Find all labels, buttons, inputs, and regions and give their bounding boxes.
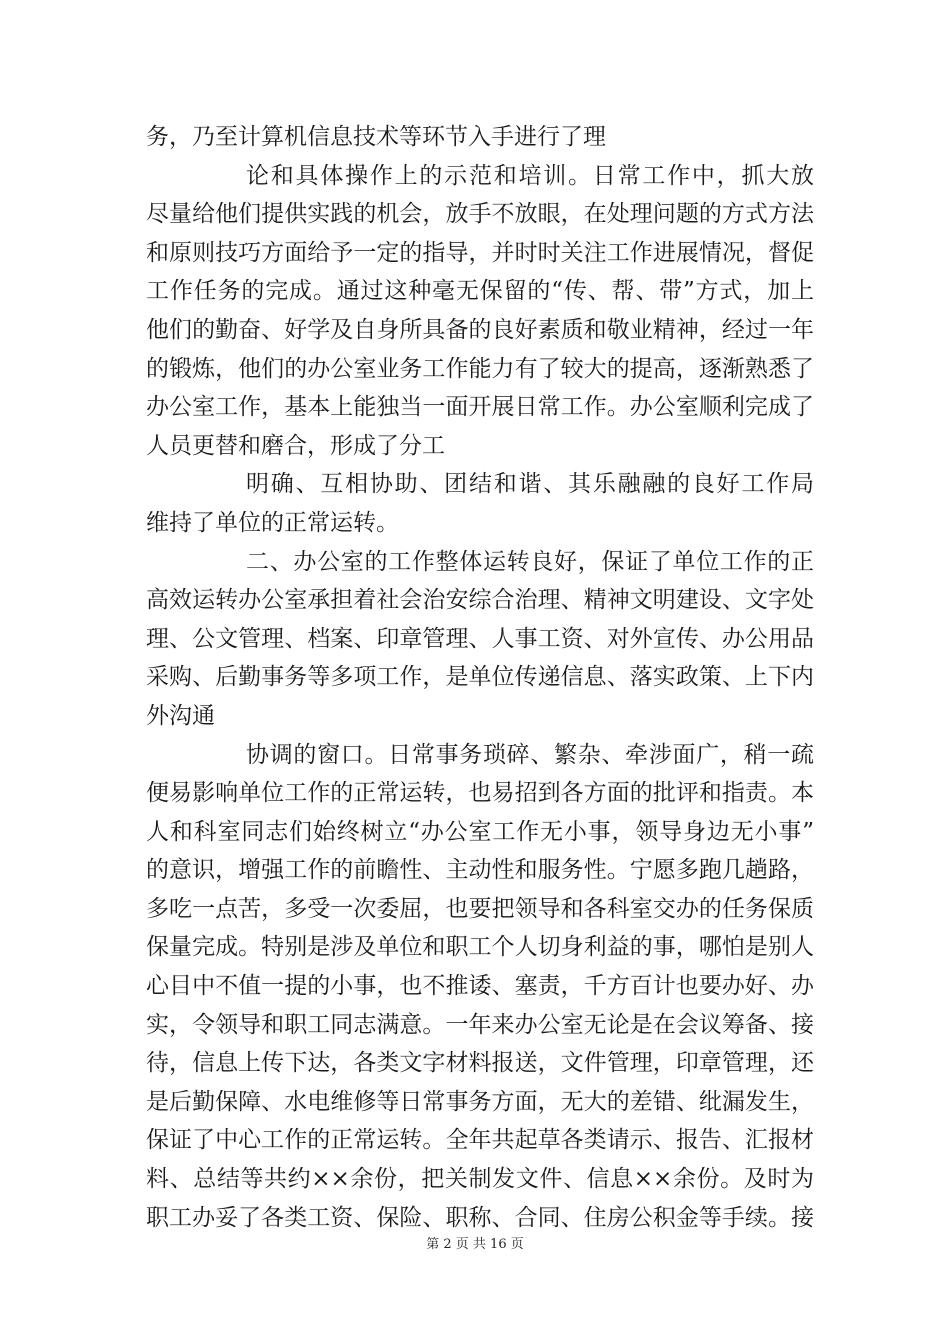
- text-line: 论和具体操作上的示范和培训。日常工作中，抓大放: [246, 162, 814, 189]
- text-line: 采购、后勤事务等多项工作，是单位传递信息、落实政策、上下内: [146, 664, 814, 691]
- text-line: 工作任务的完成。通过这种毫无保留的“传、帮、带”方式，加上: [146, 278, 814, 305]
- text-line: 高效运转办公室承担着社会治安综合治理、精神文明建设、文字处: [146, 587, 814, 614]
- page-number-label: 第 2 页 共 16 页: [426, 1237, 524, 1252]
- text-line: 心目中不值一提的小事，也不推诿、塞责，千方百计也要办好、办: [146, 973, 814, 1000]
- text-line: 待，信息上传下达，各类文字材料报送，文件管理，印章管理，还: [146, 1050, 814, 1077]
- text-line: 人员更替和磨合，形成了分工: [146, 432, 445, 459]
- text-line: 明确、互相协助、团结和谐、其乐融融的良好工作局: [246, 471, 814, 498]
- text-line: 外沟通: [146, 702, 215, 729]
- text-line: 的锻炼，他们的办公室业务工作能力有了较大的提高，逐渐熟悉了: [146, 355, 814, 382]
- text-line: 多吃一点苦，多受一次委屈，也要把领导和各科室交办的任务保质: [146, 895, 814, 922]
- text-line: 协调的窗口。日常事务琐碎、繁杂、牵涉面广，稍一疏: [246, 741, 814, 768]
- text-line: 他们的勤奋、好学及自身所具备的良好素质和敬业精神，经过一年: [146, 316, 814, 343]
- text-line: 是后勤保障、水电维修等日常事务方面，无大的差错、纰漏发生，: [146, 1088, 814, 1115]
- text-line: 的意识，增强工作的前瞻性、主动性和服务性。宁愿多跑几趟路，: [146, 857, 814, 884]
- text-line: 人和科室同志们始终树立“办公室工作无小事，领导身边无小事”: [146, 818, 814, 845]
- text-line: 维持了单位的正常运转。: [146, 509, 399, 536]
- page-footer: [0, 1233, 950, 1252]
- text-line: 保量完成。特别是涉及单位和职工个人切身利益的事，哪怕是别人: [146, 934, 814, 961]
- text-line: 和原则技巧方面给予一定的指导，并时时关注工作进展情况，督促: [146, 239, 814, 266]
- text-line: 尽量给他们提供实践的机会，放手不放眼，在处理问题的方式方法: [146, 201, 814, 228]
- text-line: 理、公文管理、档案、印章管理、人事工资、对外宣传、办公用品: [146, 625, 814, 652]
- text-line: 务，乃至计算机信息技术等环节入手进行了理: [146, 124, 606, 150]
- text-line: 二、办公室的工作整体运转良好，保证了单位工作的正: [246, 548, 814, 575]
- text-line: 料、总结等共约××余份，把关制发文件、信息××余份。及时为: [146, 1166, 814, 1193]
- text-line: 便易影响单位工作的正常运转，也易招到各方面的批评和指责。本: [146, 780, 814, 807]
- text-line: 保证了中心工作的正常运转。全年共起草各类请示、报告、汇报材: [146, 1127, 814, 1154]
- body-text: [146, 118, 814, 1237]
- text-line: 办公室工作，基本上能独当一面开展日常工作。办公室顺利完成了: [146, 394, 814, 421]
- text-line: 实，令领导和职工同志满意。一年来办公室无论是在会议筹备、接: [146, 1011, 814, 1038]
- text-line: 职工办妥了各类工资、保险、职称、合同、住房公积金等手续。接: [146, 1204, 814, 1231]
